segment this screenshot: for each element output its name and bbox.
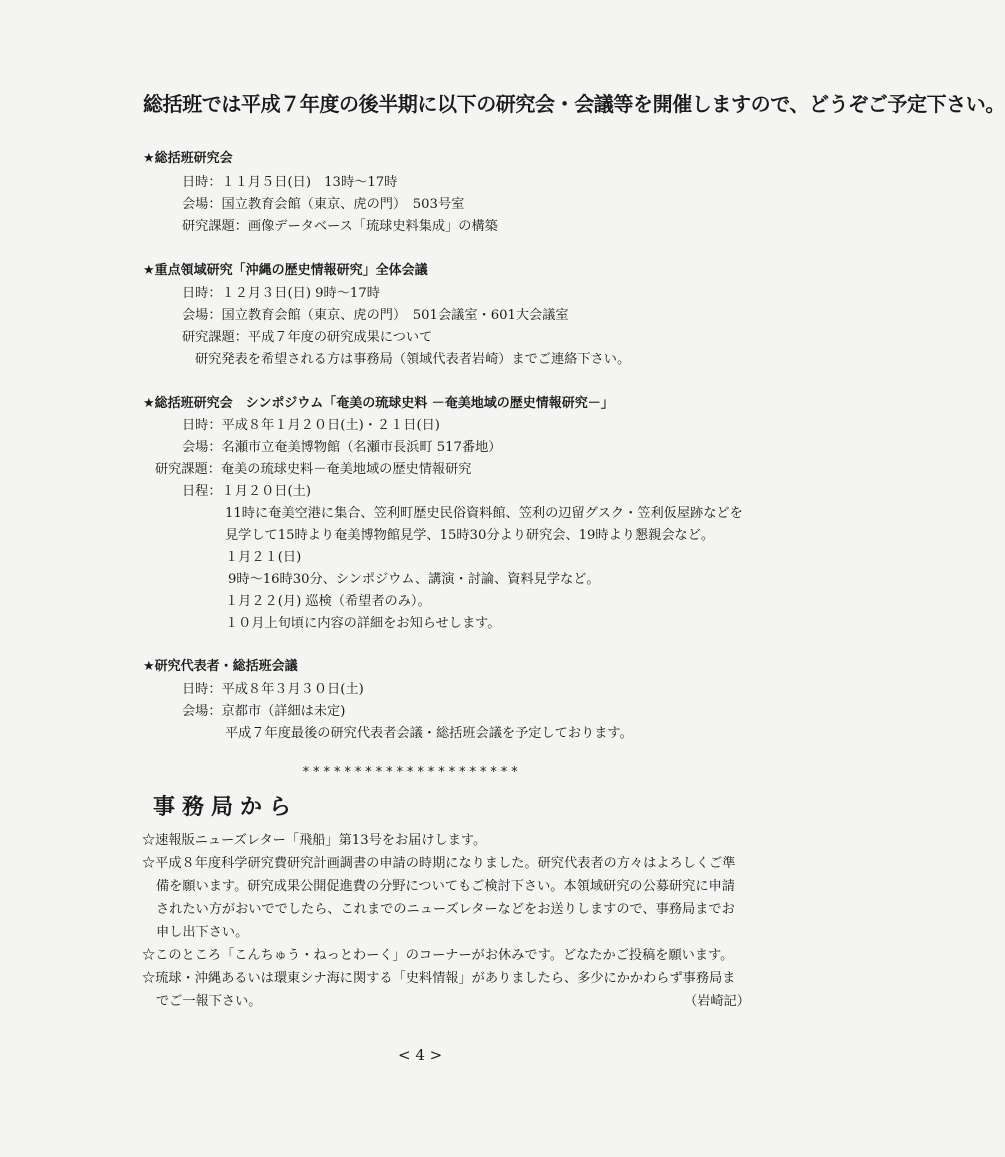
- separator-stars: *********************: [302, 765, 521, 780]
- notice-line: ☆このところ「こんちゅう・ねっとわーく」のコーナーがお休みです。どなたかご投稿を願います。: [142, 948, 734, 963]
- notice-line: ☆琉球・沖縄あるいは環東シナ海に関する「史料情報」がありましたら、多少にかかわらず事務局ま: [142, 971, 736, 986]
- section-detail: 11時に奄美空港に集合、笠利町歴史民俗資料館、笠利の辺留グスク・笠利仮屋跡などを: [225, 506, 743, 521]
- notice-line: ☆平成８年度科学研究費研究計画調書の申請の時期になりました。研究代表者の方々はよろしくご準: [142, 856, 736, 871]
- section-detail: 研究課題：平成７年度の研究成果について: [182, 330, 433, 345]
- section-title: ★研究代表者・総括班会議: [143, 659, 298, 674]
- notice-line: されたい方がおいででしたら、これまでのニューズレターなどをお送りしますので、事務局までお: [156, 902, 735, 917]
- notice-line: ☆速報版ニューズレター「飛船」第13号をお届けします。: [142, 833, 487, 848]
- section-detail: 会場：京都市（詳細は未定): [182, 704, 346, 719]
- section-detail: 会場：国立教育会館（東京、虎の門） 501会議室・601大会議室: [182, 308, 569, 323]
- section-detail: 研究発表を希望される方は事務局（領域代表者岩崎）までご連絡下さい。: [195, 352, 631, 367]
- author-signature: （岩崎記）: [684, 994, 750, 1009]
- section-detail: 会場：国立教育会館（東京、虎の門） 503号室: [182, 197, 465, 212]
- notice-line: 備を願います。研究成果公開促進費の分野についてもご検討下さい。本領域研究の公募研究に申請: [156, 879, 735, 894]
- section-detail: 日時：１２月３日(日) 9時～17時: [182, 286, 380, 301]
- office-title: 事務局から: [153, 795, 299, 820]
- section-detail: １０月上旬頃に内容の詳細をお知らせします。: [225, 616, 501, 631]
- section-detail: 日時：平成８年３月３０日(土): [182, 682, 364, 697]
- section-detail: 日程：１月２０日(土): [182, 484, 311, 499]
- section-title: ★総括班研究会 シンポジウム「奄美の琉球史料 －奄美地域の歴史情報研究－」: [143, 396, 614, 411]
- section-detail: 9時～16時30分、シンポジウム、講演・討論、資料見学など。: [228, 572, 600, 587]
- section-detail: 見学して15時より奄美博物館見学、15時30分より研究会、19時より懇親会など。: [225, 528, 715, 543]
- section-title: ★総括班研究会: [143, 151, 233, 166]
- section-detail: 研究課題：画像データベース「琉球史料集成」の構築: [182, 219, 498, 234]
- section-detail: 日時：１１月５日(日) 13時～17時: [182, 175, 398, 190]
- notice-line: でご一報下さい。: [156, 994, 262, 1009]
- notice-line: 申し出下さい。: [156, 925, 249, 940]
- section-detail: 平成７年度最後の研究代表者会議・総括班会議を予定しております。: [225, 726, 633, 741]
- section-detail: 研究課題：奄美の琉球史料－奄美地域の歴史情報研究: [155, 462, 472, 477]
- section-detail: 日時：平成８年１月２０日(土)・２１日(日): [182, 418, 440, 433]
- section-title: ★重点領域研究「沖縄の歴史情報研究」全体会議: [143, 263, 428, 278]
- section-detail: 会場：名瀬市立奄美博物館（名瀬市長浜町 517番地）: [182, 440, 502, 455]
- section-detail: １月２２(月) 巡検（希望者のみ）。: [225, 594, 431, 609]
- page-headline: 総括班では平成７年度の後半期に以下の研究会・会議等を開催しますので、どうぞご予定下さい。: [143, 92, 1005, 116]
- section-detail: １月２１(日): [225, 550, 302, 565]
- page-number: < 4 >: [398, 1046, 443, 1064]
